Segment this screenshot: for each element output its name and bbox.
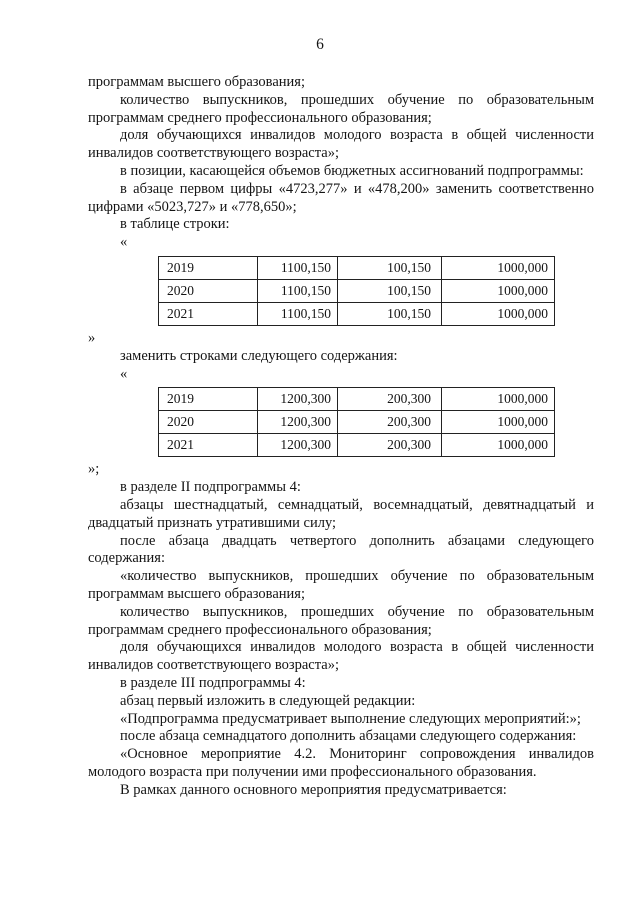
table-cell: 100,150 bbox=[338, 256, 442, 279]
paragraph: в таблице строки: bbox=[120, 216, 230, 233]
table-row bbox=[159, 302, 555, 325]
paragraph: В рамках данного основного мероприятия предусматривается: bbox=[120, 781, 507, 798]
page-number: 6 bbox=[316, 36, 324, 53]
close-quote: » bbox=[88, 329, 96, 346]
table-cell: 1200,300 bbox=[258, 434, 338, 457]
table-row bbox=[159, 279, 555, 302]
table-cell: 2021 bbox=[159, 302, 258, 325]
table-cell: 100,150 bbox=[338, 302, 442, 325]
table-cell: 200,300 bbox=[338, 434, 442, 457]
open-quote: « bbox=[120, 234, 128, 251]
table-cell: 1000,000 bbox=[442, 256, 555, 279]
table-cell: 1200,300 bbox=[258, 411, 338, 434]
paragraph: количество выпускников, прошедших обучение по образовательным программам среднего профессионального образования; bbox=[88, 91, 594, 126]
table-cell: 1000,000 bbox=[442, 302, 555, 325]
table-new-rows bbox=[158, 387, 555, 457]
table-cell: 2019 bbox=[159, 256, 258, 279]
paragraph: в разделе III подпрограммы 4: bbox=[120, 674, 306, 691]
close-quote: »; bbox=[88, 461, 100, 478]
paragraph: «Подпрограмма предусматривает выполнение следующих мероприятий:»; bbox=[120, 710, 581, 727]
table-cell: 1000,000 bbox=[442, 411, 555, 434]
table-cell: 2019 bbox=[159, 388, 258, 411]
paragraph: количество выпускников, прошедших обучение по образовательным программам среднего профессионального образования; bbox=[88, 603, 594, 638]
paragraph: в позиции, касающейся объемов бюджетных ассигнований подпрограммы: bbox=[120, 162, 584, 179]
table-row bbox=[159, 388, 555, 411]
table-old-rows bbox=[158, 256, 555, 326]
paragraph: «Основное мероприятие 4.2. Мониторинг сопровождения инвалидов молодого возраста при получении ими профессионального образования. bbox=[88, 746, 594, 780]
table-cell: 1100,150 bbox=[258, 279, 338, 302]
paragraph: после абзаца семнадцатого дополнить абзацами следующего содержания: bbox=[120, 728, 577, 745]
table-cell: 1100,150 bbox=[258, 256, 338, 279]
table-cell: 2020 bbox=[159, 279, 258, 302]
paragraph: доля обучающихся инвалидов молодого возраста в общей численности инвалидов соответствующего возраста»; bbox=[88, 127, 594, 162]
document-body bbox=[88, 74, 594, 800]
paragraph: после абзаца двадцать четвертого дополнить абзацами следующего содержания: bbox=[88, 532, 594, 567]
table-cell: 2020 bbox=[159, 411, 258, 434]
paragraph: в абзаце первом цифры «4723,277» и «478,200» заменить соответственно цифрами «5023,727» и «778,650»; bbox=[88, 180, 594, 215]
paragraph: абзац первый изложить в следующей редакции: bbox=[120, 692, 416, 709]
table-cell: 200,300 bbox=[338, 411, 442, 434]
table-cell: 1100,150 bbox=[258, 302, 338, 325]
table-cell: 1000,000 bbox=[442, 434, 555, 457]
paragraph: «количество выпускников, прошедших обучение по образовательным программам высшего образования; bbox=[88, 568, 594, 602]
table-cell: 2021 bbox=[159, 434, 258, 457]
paragraph: абзацы шестнадцатый, семнадцатый, восемнадцатый, девятнадцатый и двадцатый признать утратившими силу; bbox=[88, 496, 594, 531]
table-row bbox=[159, 434, 555, 457]
table-cell: 1200,300 bbox=[258, 388, 338, 411]
table-cell: 200,300 bbox=[338, 388, 442, 411]
table-cell: 1000,000 bbox=[442, 388, 555, 411]
table-cell: 100,150 bbox=[338, 279, 442, 302]
open-quote: « bbox=[120, 365, 128, 382]
paragraph: программам высшего образования; bbox=[88, 74, 305, 90]
table-row bbox=[159, 256, 555, 279]
paragraph: в разделе II подпрограммы 4: bbox=[120, 479, 301, 496]
paragraph: доля обучающихся инвалидов молодого возраста в общей численности инвалидов соответствующего возраста»; bbox=[88, 639, 594, 674]
table-row bbox=[159, 411, 555, 434]
table-cell: 1000,000 bbox=[442, 279, 555, 302]
paragraph: заменить строками следующего содержания: bbox=[120, 347, 398, 364]
